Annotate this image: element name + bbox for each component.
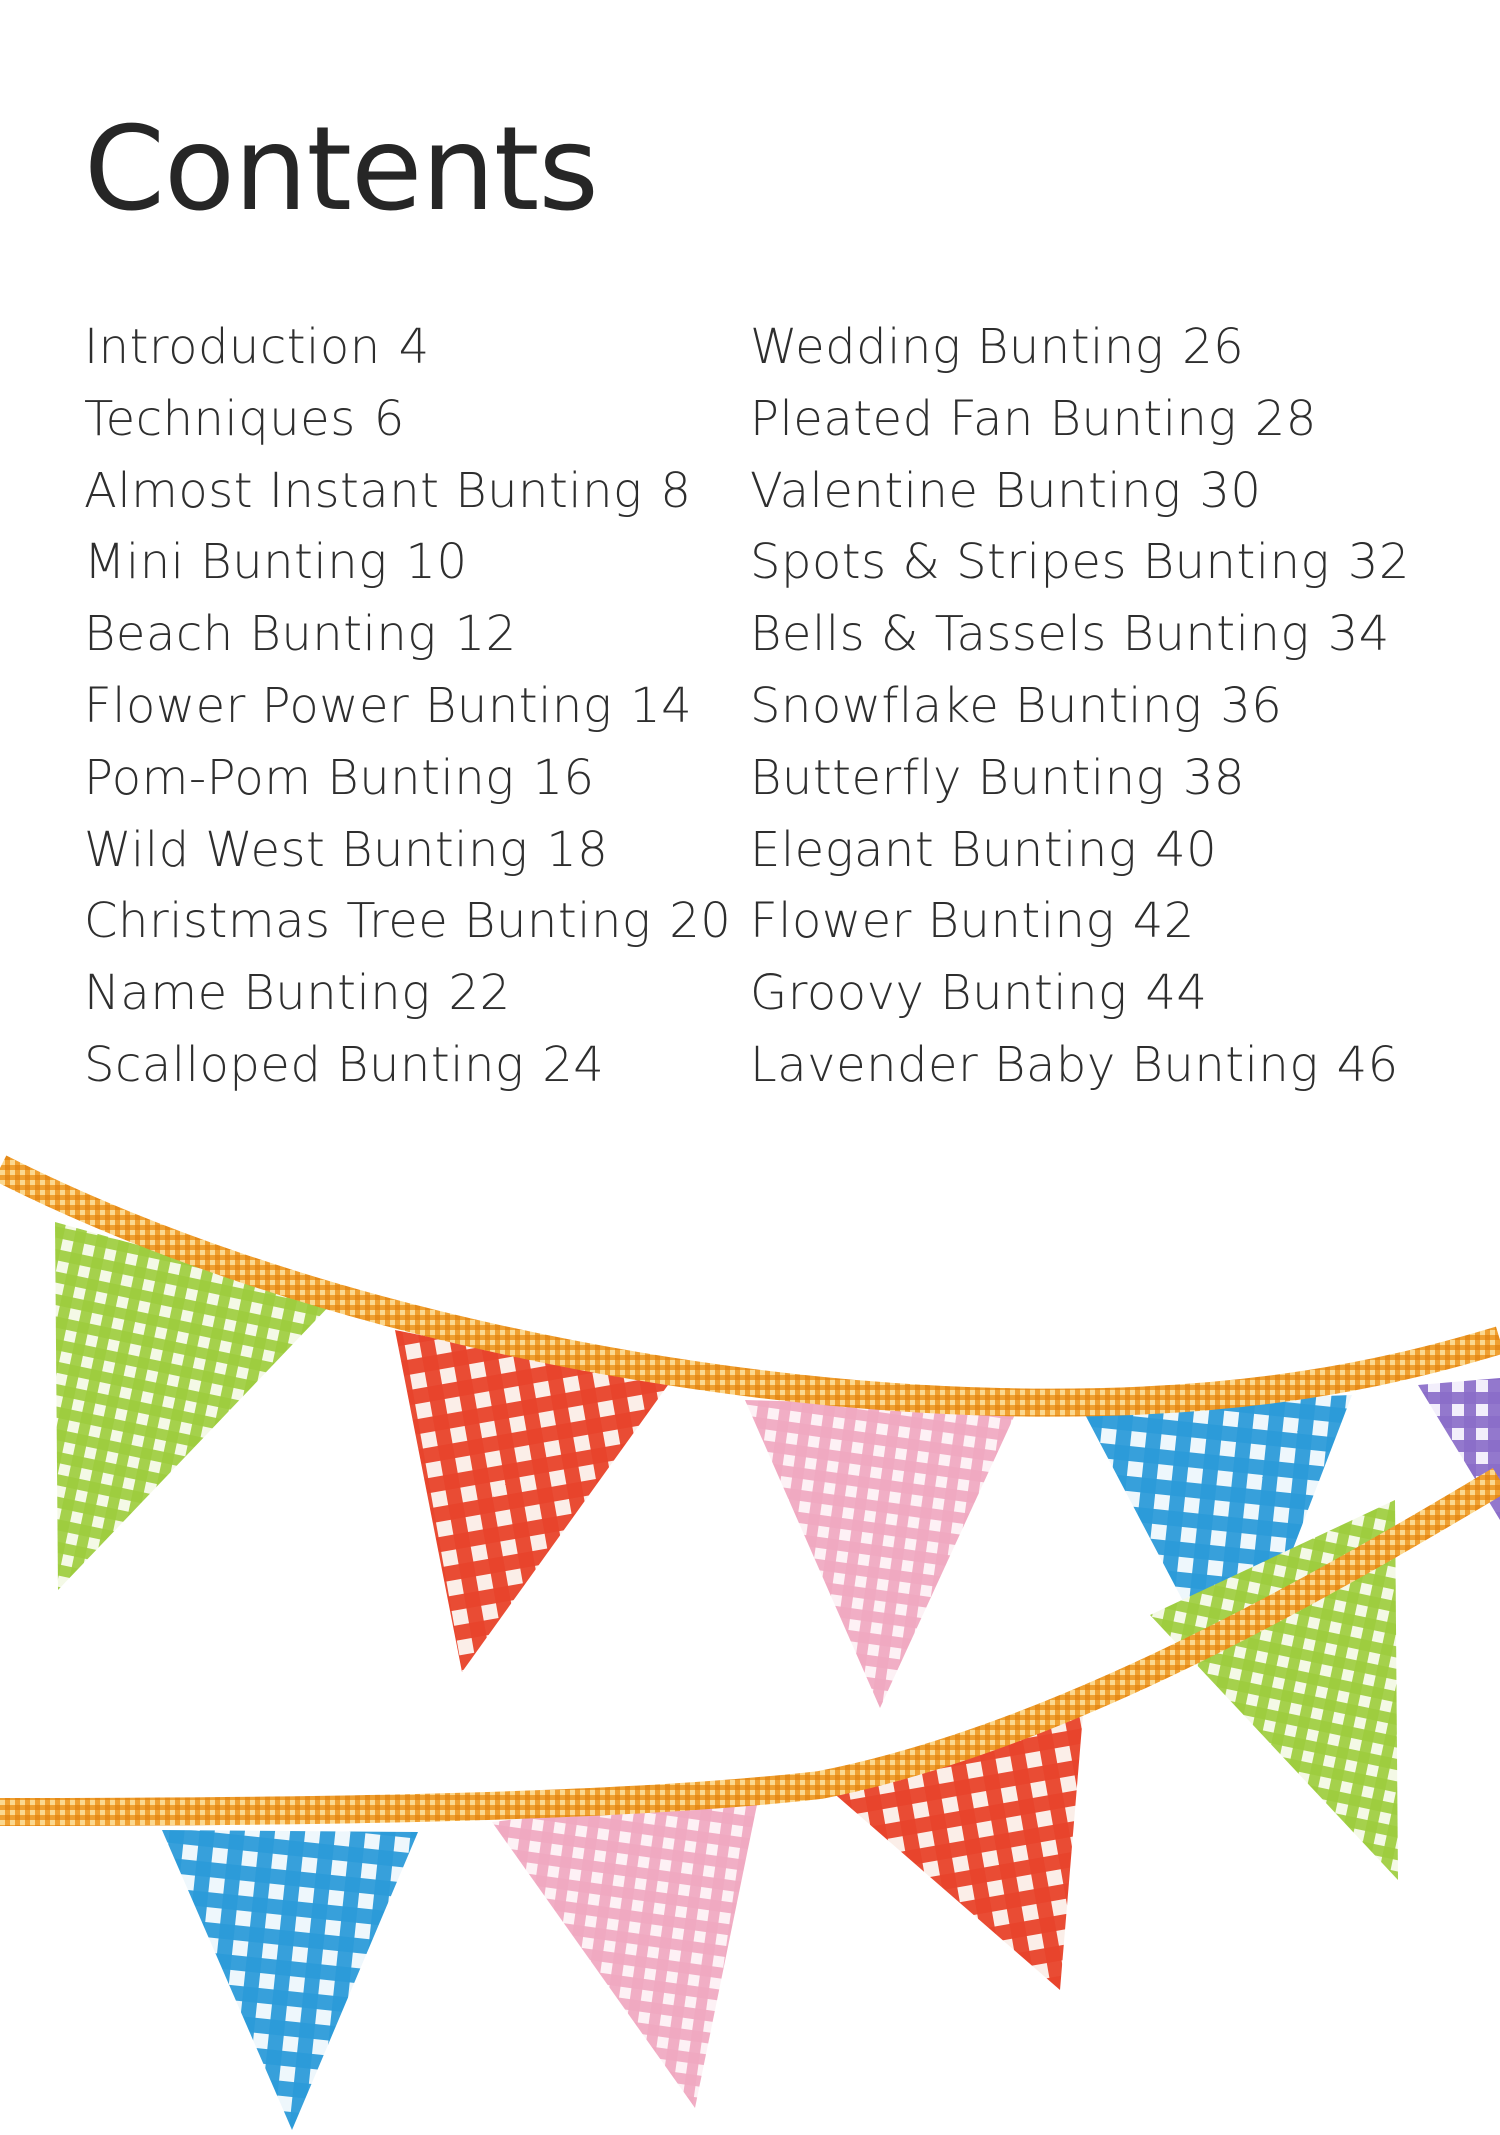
toc-entry-page: 14 — [630, 677, 693, 734]
toc-entry-label: Almost Instant Bunting — [84, 462, 643, 519]
pennant-pink — [745, 1400, 1018, 1708]
toc-entry-label: Flower Bunting — [750, 893, 1115, 950]
toc-entry[interactable] — [750, 886, 1410, 958]
toc-entry[interactable] — [84, 743, 731, 815]
toc-entry-label: Scalloped Bunting — [84, 1036, 525, 1093]
toc-entry-label: Pom-Pom Bunting — [84, 749, 515, 806]
pennant-blue — [162, 1830, 418, 2130]
toc-entry-page: 4 — [398, 319, 430, 375]
toc-entry-label: Beach Bunting — [84, 606, 437, 663]
toc-entry-page: 24 — [542, 1036, 605, 1093]
toc-entry[interactable] — [750, 743, 1410, 815]
toc-entry-page: 8 — [660, 462, 692, 519]
toc-entry-label: Mini Bunting — [84, 534, 388, 591]
toc-entry-label: Lavender Baby Bunting — [750, 1036, 1319, 1093]
toc-entry-label: Pleated Fan Bunting — [750, 390, 1237, 447]
toc-entry-page: 38 — [1182, 749, 1245, 806]
page-title: Contents — [84, 102, 598, 237]
toc-entry-label: Flower Power Bunting — [84, 677, 613, 734]
toc-entry-label: Valentine Bunting — [750, 462, 1182, 519]
toc-left-column — [84, 312, 731, 1102]
toc-entry-page: 34 — [1327, 606, 1390, 663]
toc-entry-page: 18 — [546, 821, 609, 878]
toc-entry-label: Groovy Bunting — [750, 965, 1128, 1022]
toc-entry[interactable] — [750, 456, 1410, 528]
toc-entry-page: 26 — [1182, 319, 1245, 375]
toc-entry[interactable] — [84, 1030, 731, 1102]
toc-entry-label: Bells & Tassels Bunting — [750, 606, 1310, 663]
toc-entry-page: 16 — [532, 749, 595, 806]
toc-entry-page: 20 — [669, 893, 732, 950]
toc-entry-label: Name Bunting — [84, 965, 431, 1022]
toc-entry-label: Elegant Bunting — [750, 821, 1138, 878]
toc-entry[interactable] — [84, 671, 731, 743]
toc-entry[interactable] — [84, 815, 731, 887]
toc-entry-page: 42 — [1132, 893, 1195, 950]
toc-entry-page: 6 — [373, 390, 405, 447]
toc-entry[interactable] — [750, 599, 1410, 671]
toc-entry-label: Wild West Bunting — [84, 821, 529, 878]
toc-right-column — [750, 312, 1410, 1102]
toc-entry-page: 46 — [1336, 1036, 1399, 1093]
toc-entry-label: Spots & Stripes Bunting — [750, 534, 1330, 591]
toc-entry[interactable] — [750, 384, 1410, 456]
toc-entry-page: 12 — [454, 606, 517, 663]
toc-entry-page: 28 — [1254, 390, 1317, 447]
toc-entry-label: Snowflake Bunting — [750, 677, 1203, 734]
toc-entry[interactable] — [84, 456, 731, 528]
toc-entry-label: Introduction — [84, 319, 381, 375]
toc-entry-page: 36 — [1220, 677, 1283, 734]
toc-entry-page: 44 — [1145, 965, 1208, 1022]
toc-entry-page: 40 — [1155, 821, 1218, 878]
toc-entry[interactable] — [84, 599, 731, 671]
toc-entry[interactable] — [750, 527, 1410, 599]
pennant-red — [395, 1330, 668, 1672]
toc-entry[interactable] — [750, 312, 1410, 384]
toc-entry[interactable] — [750, 958, 1410, 1030]
toc-entry[interactable] — [84, 886, 731, 958]
toc-entry[interactable] — [750, 671, 1410, 743]
toc-entry[interactable] — [84, 384, 731, 456]
toc-entry-label: Christmas Tree Bunting — [84, 893, 652, 950]
toc-entry[interactable] — [750, 1030, 1410, 1102]
pennant-pink — [492, 1790, 760, 2108]
toc-entry-label: Butterfly Bunting — [750, 749, 1165, 806]
toc-entry[interactable] — [84, 312, 731, 384]
toc-entry[interactable] — [84, 958, 731, 1030]
toc-entry-page: 30 — [1199, 462, 1262, 519]
toc-entry-label: Wedding Bunting — [750, 319, 1165, 375]
bunting-photo — [0, 1120, 1500, 2135]
toc-entry[interactable] — [84, 527, 731, 599]
toc-entry[interactable] — [750, 815, 1410, 887]
toc-entry-page: 10 — [405, 534, 468, 591]
toc-entry-page: 22 — [448, 965, 511, 1022]
toc-entry-page: 32 — [1347, 534, 1410, 591]
toc-entry-label: Techniques — [84, 390, 356, 447]
